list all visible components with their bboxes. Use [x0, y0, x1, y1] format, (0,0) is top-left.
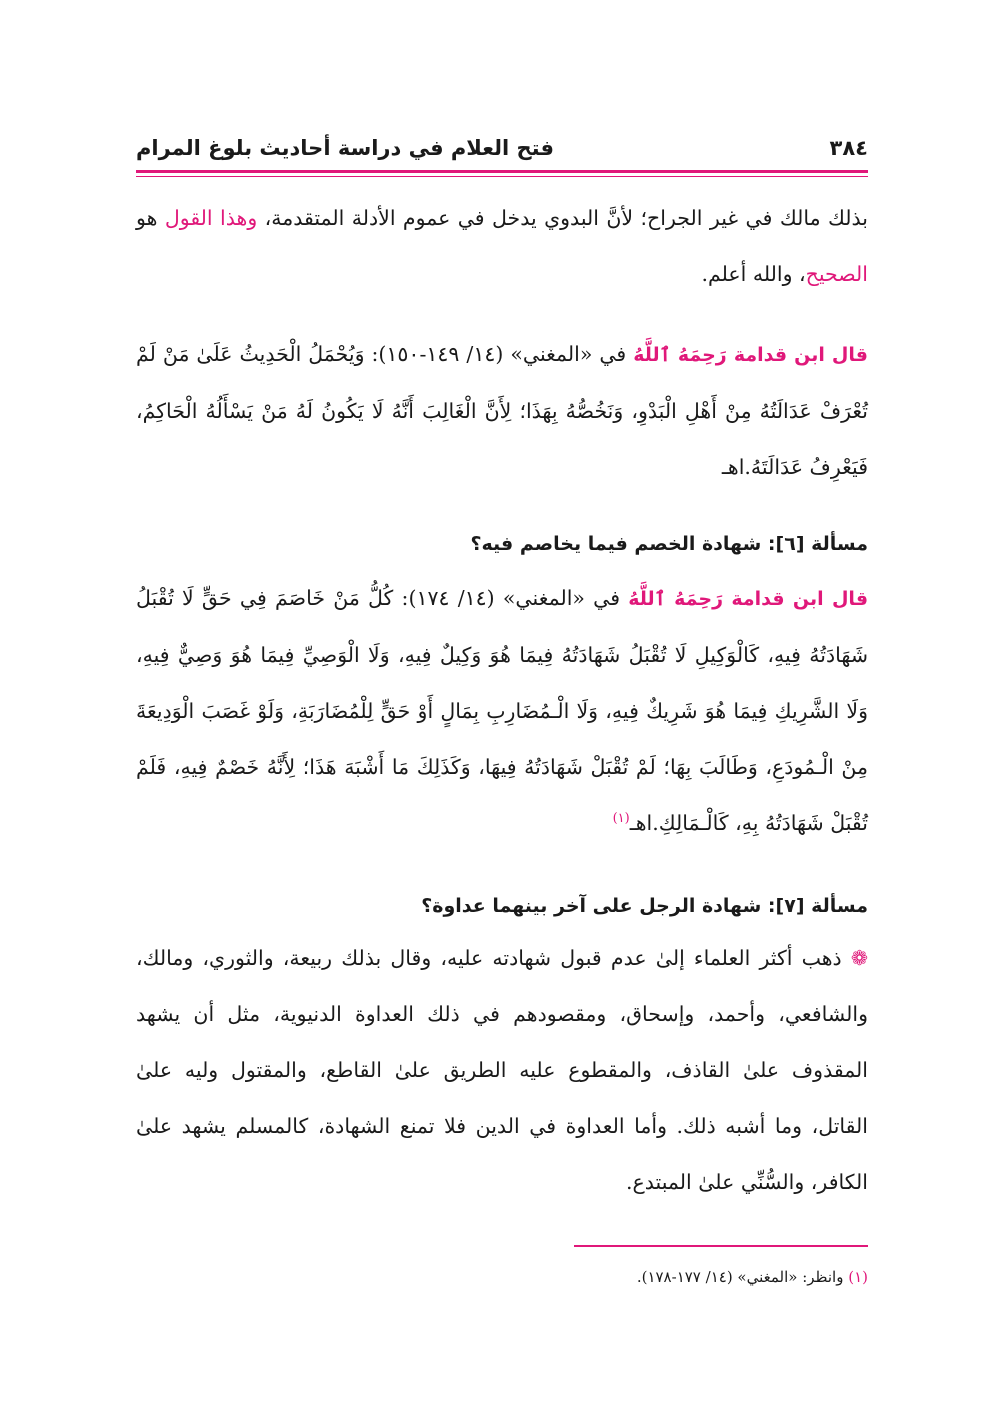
masala-7-label: مسألة [٧]:	[767, 895, 868, 917]
paragraph-1	[136, 190, 868, 302]
masala-7-heading	[136, 886, 868, 926]
para1-highlight-c: الصحيح	[805, 262, 868, 286]
quote-ibn-qudama-1	[136, 326, 868, 495]
para1-highlight-b: القول	[164, 206, 213, 230]
footnote-text: وانظر: «المغني» (١٤/ ١٧٧-١٧٨).	[636, 1268, 849, 1286]
quote1-source: في «المغني» (١٤/ ١٤٩-١٥٠):	[364, 342, 634, 366]
para1-highlight-a: وهذا	[220, 206, 258, 230]
para1-text-c: ، والله أعلم.	[701, 262, 806, 286]
masala-6-heading	[136, 524, 868, 564]
flower-icon: ❁	[850, 946, 868, 970]
footnote-rule	[574, 1245, 868, 1247]
footnote-number: (١)	[848, 1268, 868, 1286]
masala-7-title: شهادة الرجل على آخر بينهما عداوة؟	[421, 895, 768, 917]
book-title: فتح العلام في دراسة أحاديث بلوغ المرام	[136, 136, 554, 160]
quote2-source: في «المغني» (١٤/ ١٧٤):	[393, 586, 629, 610]
para3-text: ذهب أكثر العلماء إلىٰ عدم قبول شهادته عليه، وقال بذلك ربيعة، والثوري، ومالك، والشافعي، وأحمد، وإسحاق، ومقصودهم في ذلك العداوة الدنيوية، مثل أن يشهد المقذوف علىٰ القاذف، والمقطوع عليه الطريق علىٰ القاطع، والمقتول وليه علىٰ القاتل، وما أشبه ذلك. وأما العداوة في الدين فلا تمنع الشهادة، كالمسلم يشهد علىٰ الكافر، والسُّنِّي علىٰ المبتدع.	[136, 946, 868, 1194]
quote1-speaker: قال ابن قدامة رَحِمَهُ ٱللَّهُ	[633, 344, 868, 366]
para1-text-a: بذلك مالك في غير الجراح؛ لأنَّ البدوي يدخل في عموم الأدلة المتقدمة،	[257, 206, 868, 230]
header-rule-thick	[136, 170, 868, 173]
quote1-text: وَيُحْمَلُ الْحَدِيثُ عَلَىٰ مَنْ لَمْ تُعْرَفْ عَدَالَتُهُ مِنْ أَهْلِ الْبَدْوِ، وَنَخُصُّهُ بِهَذَا؛ لِأَنَّ الْغَالِبَ أَنَّهُ لَا يَكُونُ لَهُ مَنْ يَسْأَلُهُ الْحَاكِمُ، فَيَعْرِفُ عَدَالَتَهُ.اهـ	[136, 342, 868, 479]
running-header	[136, 128, 868, 168]
footnote	[136, 1262, 868, 1292]
quote-ibn-qudama-2	[136, 570, 868, 851]
para1-text-b: هو	[136, 206, 165, 230]
masala-6-label: مسألة [٦]:	[767, 533, 868, 555]
footnote-marker[interactable]: (١)	[612, 811, 630, 827]
header-rule-thin	[136, 176, 868, 177]
paragraph-3	[136, 930, 868, 1210]
quote2-text: كُلُّ مَنْ خَاصَمَ فِي حَقٍّ لَا تُقْبَلُ شَهَادَتُهُ فِيهِ، كَالْوَكِيلِ لَا تُقْبَلُ شَهَادَتُهُ فِيمَا هُوَ وَكِيلٌ فِيهِ، وَلَا الْوَصِيِّ فِيمَا هُوَ وَصِيٌّ فِيهِ، وَلَا الشَّرِيكِ فِيمَا هُوَ شَرِيكٌ فِيهِ، وَلَا الْـمُضَارِبِ بِمَالٍ أَوْ حَقٍّ لِلْمُضَارَبَةِ، وَلَوْ غَصَبَ الْوَدِيعَةَ مِنْ الْـمُودَعِ، وَطَالَبَ بِهَا؛ لَمْ تُقْبَلْ شَهَادَتُهُ فِيهَا، وَكَذَلِكَ مَا أَشْبَهَ هَذَا؛ لِأَنَّهُ خَصْمٌ فِيهِ، فَلَمْ تُقْبَلْ شَهَادَتُهُ بِهِ، كَالْـمَالِكِ.اهـ	[136, 586, 868, 835]
page-number: ٣٨٤	[829, 136, 868, 160]
masala-6-title: شهادة الخصم فيما يخاصم فيه؟	[470, 533, 768, 555]
quote2-speaker: قال ابن قدامة رَحِمَهُ ٱللَّهُ	[628, 588, 869, 610]
